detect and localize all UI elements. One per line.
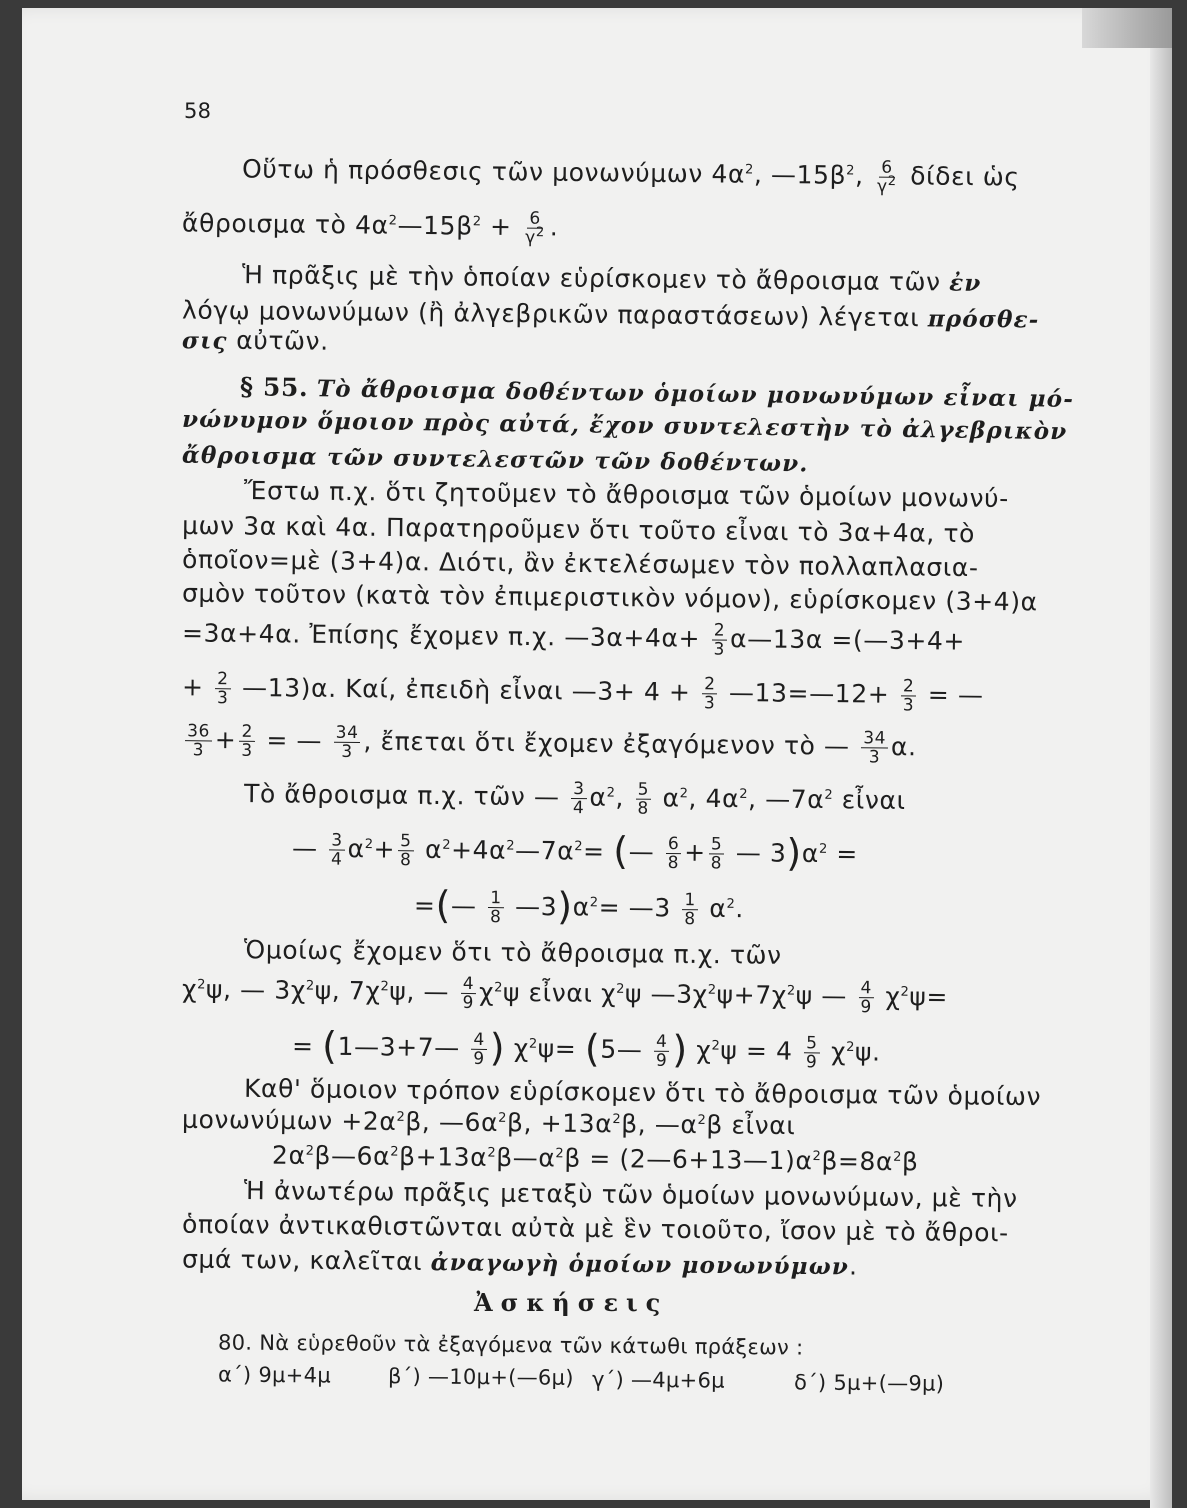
math-equation: — $\frac{3}{4}$ $\alpha^2+$ $\frac{5}{8}$ $\alpha^2+4\alpha^2—7\alpha^2=$ (— $\frac{6}{8}$ + $\frac{5}{8}$ — $3)\alpha^2$ =: [291, 828, 859, 875]
section-title-line: νώνυμον ὅμοιον πρὸς αὐτά, ἔχον συντελεστὴν τὸ ἀλγεβρικὸν: [181, 405, 1068, 446]
paragraph-line: Ἔστω π.χ. ὅτι ζητοῦμεν τὸ ἄθροισμα τῶν ὁμοίων μονωνύ-: [243, 475, 1009, 514]
section-title-line: § 55. Τὸ ἄθροισμα δοθέντων ὁμοίων μονωνύμων εἶναι μό-: [239, 372, 1075, 413]
math-line: $\chi^2\psi$, — $3\chi^2\psi$, $7\chi^2\psi$, — $\frac{4}{9}$ $\chi^2\psi$ εἶναι $\chi^2\psi$ $—3\chi^2\psi+7\chi^2\psi$ — $\frac{4}{9}$ $\chi^2\psi=$: [181, 973, 949, 1018]
math-equation: =(— $\frac{1}{8}$ $—3)\alpha^2=$ —3 $\frac{1}{8}$ $\alpha^2$.: [413, 882, 745, 930]
exercise-80-item: β΄) —10μ+(—6μ): [387, 1364, 574, 1390]
paragraph-line: μων 3α καὶ 4α. Παρατηροῦμεν ὅτι τοῦτο εἶναι τὸ 3α+4α, τὸ: [181, 510, 976, 549]
exercise-80-item: γ΄) —4μ+6μ: [591, 1367, 725, 1393]
exercise-80-item: δ΄) 5μ+(—9μ): [793, 1370, 945, 1396]
exercise-80-item: α΄) 9μ+4μ: [217, 1362, 332, 1388]
book-page: [22, 8, 1172, 1500]
paragraph-line: σμὸν τοῦτον (κατὰ τὸν ἐπιμεριστικὸν νόμον), εὑρίσκομεν (3+4)α: [181, 578, 1038, 617]
section-title-line: ἄθροισμα τῶν συντελεστῶν τῶν δοθέντων.: [181, 441, 809, 478]
math-line: =3α+4α. Ἐπίσης ἔχομεν π.χ. —3α+4α+ $\frac{2}{3}$ α—13α =(—3+4+: [181, 618, 966, 660]
paragraph-line: Ἡ πρᾶξις μὲ τὴν ὁποίαν εὑρίσκομεν τὸ ἄθροισμα τῶν ἐν: [241, 260, 982, 297]
page-corner-shadow: [1082, 8, 1172, 48]
exercise-80-prompt: 80. Νὰ εὑρεθοῦν τὰ ἐξαγόμενα τῶν κάτωθι πράξεων :: [217, 1330, 804, 1360]
paragraph-line: Καθ' ὅμοιον τρόπον εὑρίσκομεν ὅτι τὸ ἄθροισμα τῶν ὁμοίων: [243, 1073, 1042, 1112]
paragraph-line: Ἡ ἀνωτέρω πρᾶξις μεταξὺ τῶν ὁμοίων μονωνύμων, μὲ τὴν: [243, 1175, 1018, 1214]
page-number: 58: [184, 99, 212, 123]
paragraph-line: λόγῳ μονωνύμων (ἢ ἀλγεβρικῶν παραστάσεων) λέγεται πρόσθε-: [181, 295, 1040, 334]
math-equation: = (1—3+7— $\frac{4}{9}$ ) $\chi^2\psi=$ (5— $\frac{4}{9}$ ) $\chi^2\psi = 4$ $\frac{5}{9}$ $\chi^2\psi$.: [291, 1023, 881, 1073]
term-reduction: ἀναγωγὴ ὁμοίων μονωνύμων: [430, 1249, 850, 1281]
math-line: Τὸ ἄθροισμα π.χ. τῶν — $\frac{3}{4}$ $\alpha^2$, $\frac{5}{8}$ $\alpha^2$, $4\alpha^2$, $—7\alpha^2$ εἶναι: [243, 778, 906, 819]
paragraph-line: Οὕτω ἡ πρόσθεσις τῶν μονωνύμων $4\alpha^2$, $—15\beta^2$, $\frac{6}{\gamma^2}$ δίδει ὡς: [241, 154, 1020, 197]
page-edge-shadow: [1150, 48, 1172, 1508]
math-line: $\mu o\nu\omega\nu ύ\mu\omega\nu +2\alpha^2\beta$, $—6\alpha^2\beta$, $+13\alpha^2\beta$, $—\alpha^2\beta$ εἶναι: [181, 1104, 796, 1141]
paragraph-line: Ὁμοίως ἔχομεν ὅτι τὸ ἄθροισμα π.χ. τῶν: [243, 935, 782, 970]
math-line: + $\frac{2}{3}$ —13)α. Καί, ἐπειδὴ εἶναι —3+ 4 + $\frac{2}{3}$ —13=—12+ $\frac{2}{3}$ = —: [181, 669, 984, 716]
exercises-heading: Ἀσκήσεις: [474, 1288, 669, 1317]
math-line: $\frac{36}{3}$ + $\frac{2}{3}$ = — $\frac{34}{3}$ , ἔπεται ὅτι ἔχομεν ἐξαγόμενον τὸ — $\frac{34}{3}$ α.: [187, 721, 917, 768]
paragraph-line: ἄθροισμα τὸ $4\alpha^2—15\beta^2$ + $\frac{6}{\gamma^2}$ .: [181, 208, 559, 248]
paragraph-line: σις αὐτῶν.: [181, 325, 329, 356]
paragraph-line: σμά των, καλεῖται ἀναγωγὴ ὁμοίων μονωνύμων.: [181, 1244, 858, 1281]
math-equation: $2\alpha^2\beta—6\alpha^2\beta+13\alpha^2\beta—\alpha^2\beta$ = $(2—6+13—1)\alpha^2\beta=8\alpha^2\beta$: [271, 1140, 919, 1177]
paragraph-line: ὁποίαν ἀντικαθιστῶνται αὐτὰ μὲ ἓν τοιοῦτο, ἴσον μὲ τὸ ἄθροι-: [181, 1209, 1009, 1248]
paragraph-line: ὁποῖον=μὲ (3+4)α. Διότι, ἂν ἐκτελέσωμεν τὸν πολλαπλασια-: [181, 544, 979, 583]
